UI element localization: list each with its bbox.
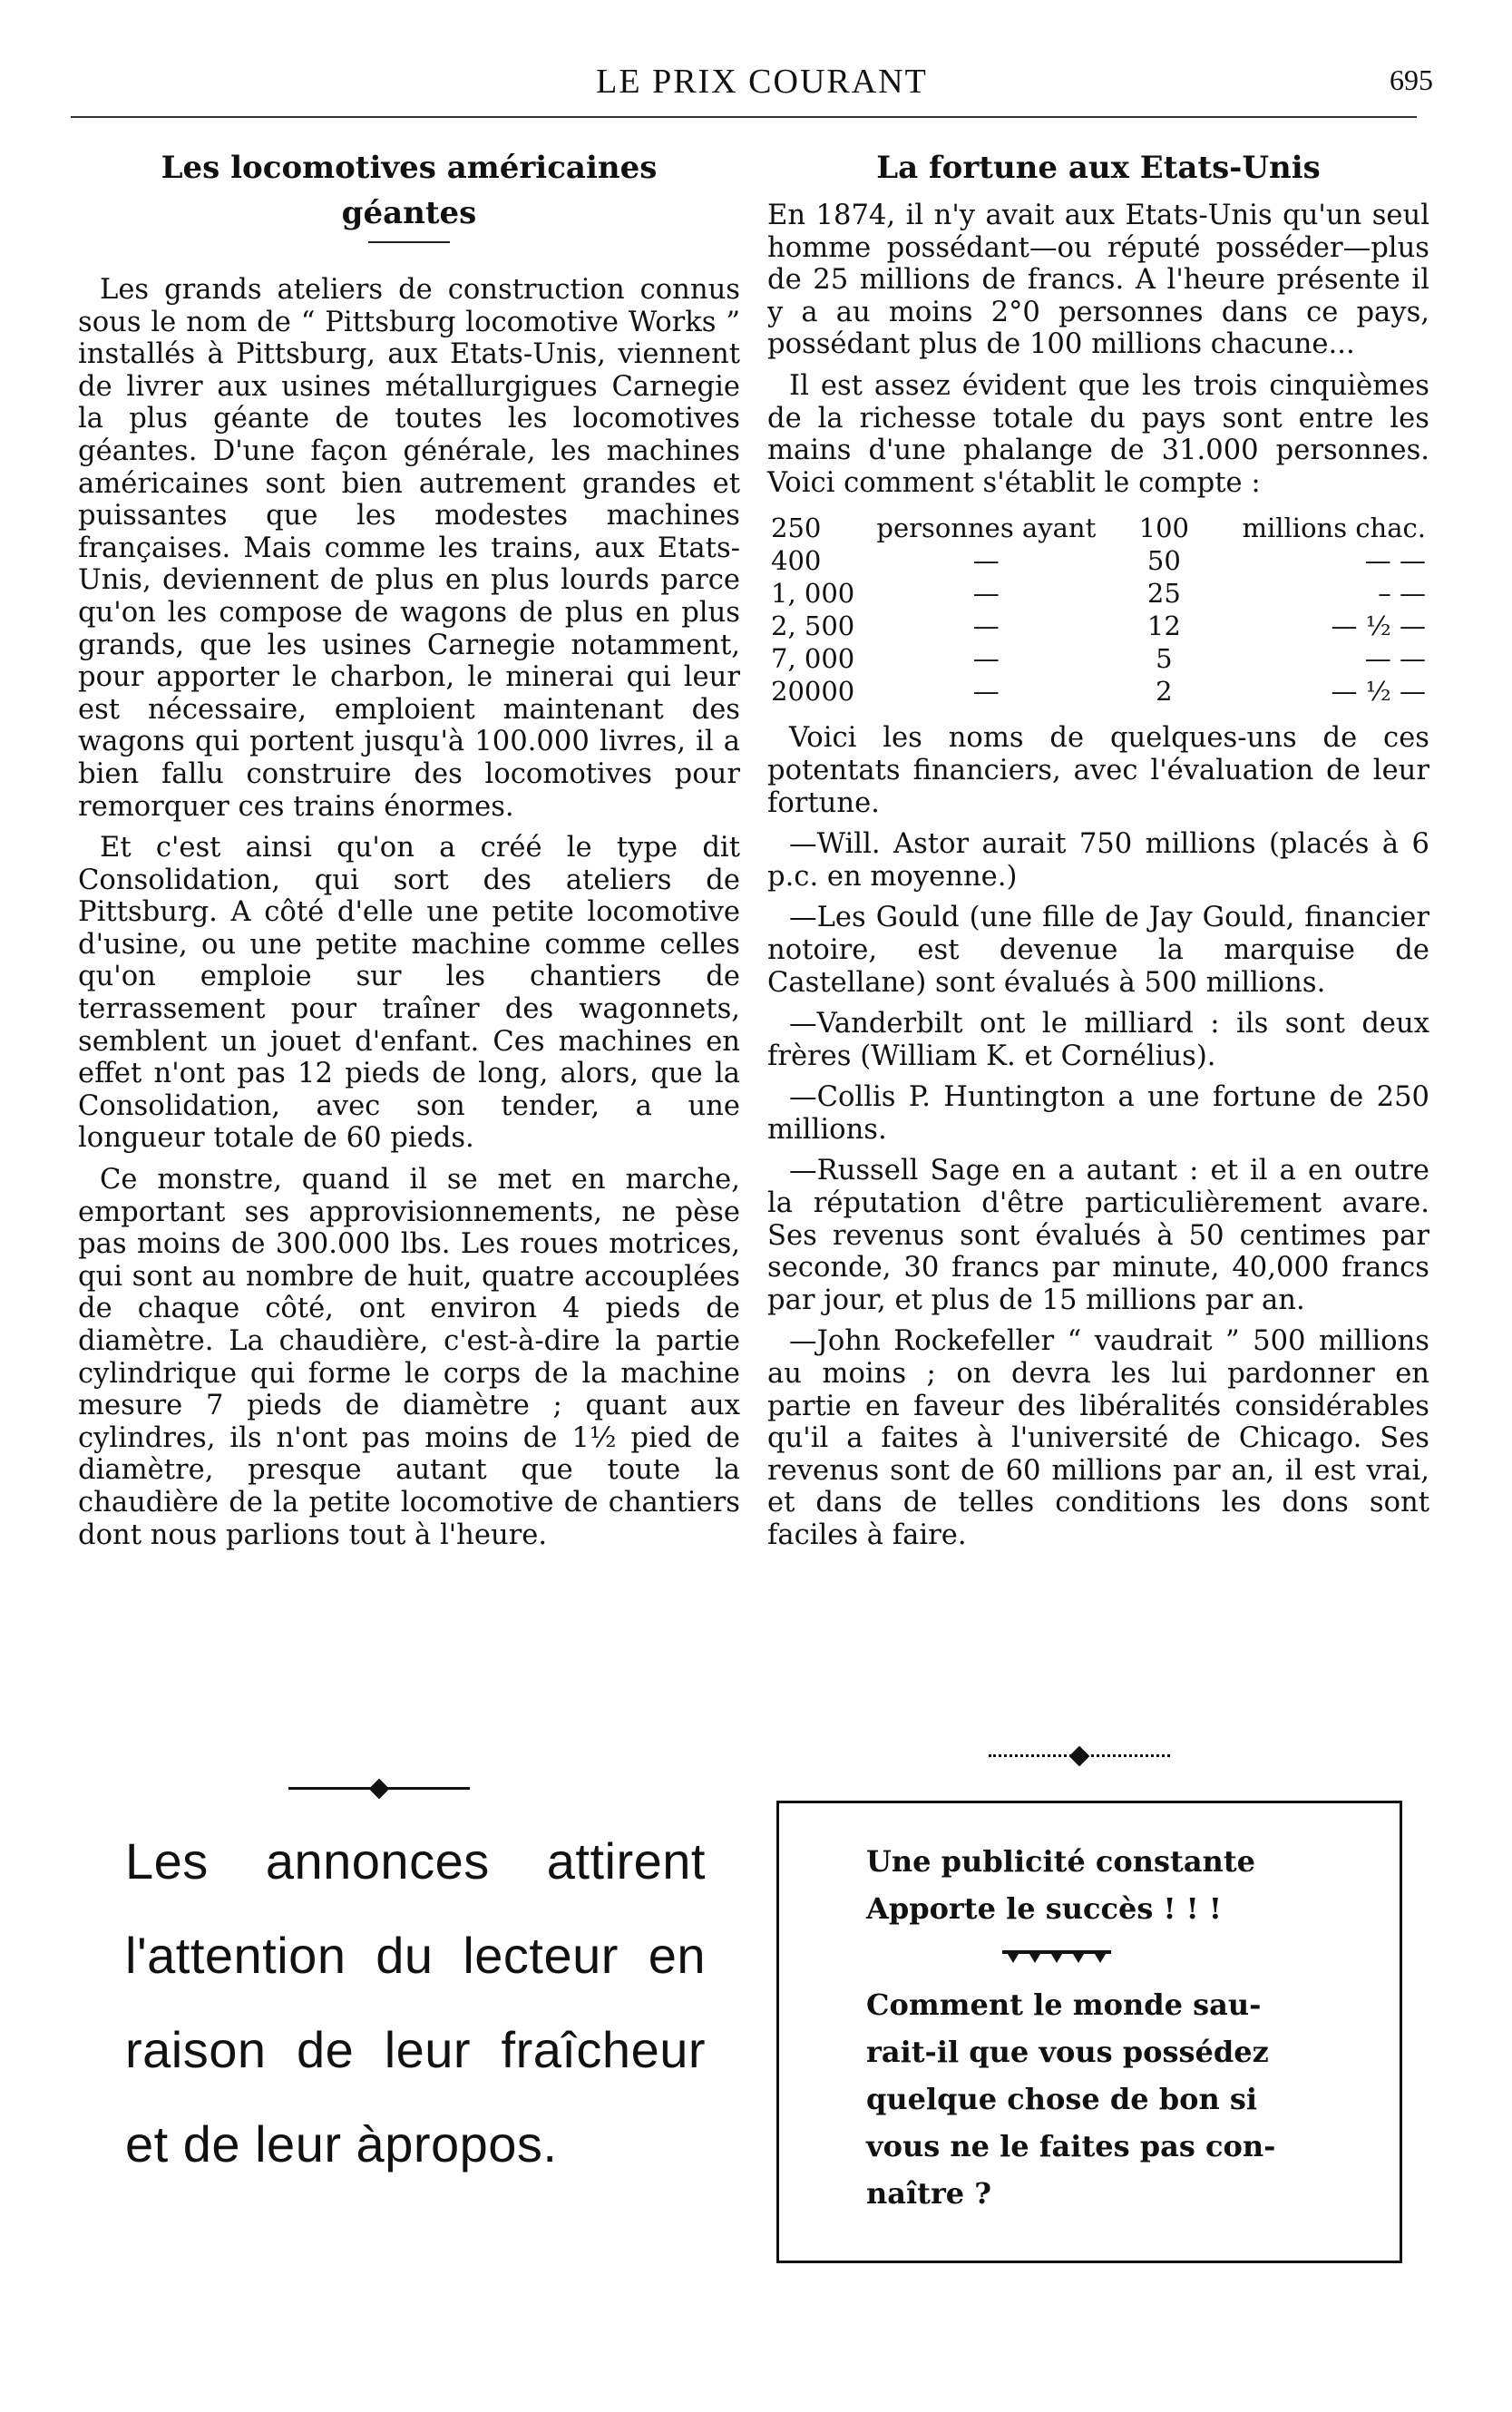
paragraph: —Will. Astor aurait 750 millions (placés à 6 p.c. en moyenne.) xyxy=(767,828,1429,893)
table-row xyxy=(767,675,1429,708)
table-cell: millions chac. xyxy=(1242,512,1426,543)
paragraph: En 1874, il n'y avait aux Etats-Unis qu'un seul homme possédant—ou réputé posséder—plus de 25 millions de francs. A l'heure présente il y a au moins 2°0 personnes dans ce pays, possédant plus de 100 millions chacune... xyxy=(767,200,1429,361)
advert-text-left: Les annonces attirent l'attention du lecteur en raison de leur fraîcheur et de leur àpropos. xyxy=(125,1832,706,2173)
table-row xyxy=(767,544,1429,577)
paragraph: —Collis P. Huntington a une fortune de 250 millions. xyxy=(767,1081,1429,1146)
article-title-locomotives xyxy=(78,145,740,236)
table-cell: 400 xyxy=(771,544,822,576)
paragraph: Voici les noms de quelques-uns de ces potentats financiers, avec l'évaluation de leur fortune. xyxy=(767,722,1429,819)
paragraph: —Les Gould (une fille de Jay Gould, financier notoire, est devenue la marquise de Castellane) sont évalués à 500 millions. xyxy=(767,902,1429,999)
paragraph: Il est assez évident que les trois cinquièmes de la richesse totale du pays sont entre les mains d'une phalange de 31.000 personnes. Voici comment s'établit le compte : xyxy=(767,369,1429,499)
right-column xyxy=(767,145,1429,1561)
advert-box xyxy=(776,1801,1402,2263)
table-cell: — xyxy=(972,610,1000,641)
page-header xyxy=(54,53,1469,107)
paragraph: —Vanderbilt ont le milliard : ils sont deux frères (William K. et Cornélius). xyxy=(767,1008,1429,1072)
header-rule xyxy=(71,116,1417,118)
table-cell: 7, 000 xyxy=(771,642,855,674)
table-cell: — xyxy=(972,675,1000,707)
table-cell: 2, 500 xyxy=(771,610,855,641)
advert-line: Comment le monde sau- xyxy=(866,1987,1262,2022)
diamond-ornament-icon xyxy=(369,1779,390,1800)
article-title-fortune: La fortune aux Etats-Unis xyxy=(876,150,1321,186)
table-cell: — xyxy=(972,544,1000,576)
table-cell: 100 xyxy=(1138,512,1189,543)
advert-line: vous ne le faites pas con- xyxy=(866,2129,1276,2163)
fortune-table xyxy=(767,512,1429,708)
section-divider-left xyxy=(288,1787,470,1790)
table-cell: personnes ayant xyxy=(876,512,1097,543)
table-cell: 250 xyxy=(771,512,822,543)
table-cell: 50 xyxy=(1146,544,1181,576)
table-cell: — xyxy=(972,577,1000,609)
table-cell: 25 xyxy=(1146,577,1181,609)
diamond-ornament-icon xyxy=(1069,1746,1090,1767)
paragraph: Les grands ateliers de construction connus sous le nom de “ Pittsburg locomotive Works ” installés à Pittsburg, aux Etats-Unis, viennent de livrer aux usines métallurgigues Carnegie la plus géante de toutes les locomotives géantes. D'une façon générale, les machines américaines sont bien autrement grandes et puissantes que les modestes machines françaises. Mais comme les trains, aux Etats-Unis, deviennent de plus en plus lourds parce qu'on les compose de wagons de plus en plus grands, que les usines Carnegie notamment, pour apporter le charbon, le minerai qui leur est nécessaire, emploient maintenant des wagons qui portent jusqu'à 100.000 livres, il a bien fallu construire des locomotives pour remorquer ces trains énormes. xyxy=(78,274,740,823)
table-cell: 12 xyxy=(1146,610,1181,641)
section-divider-right xyxy=(989,1754,1170,1757)
table-cell: 5 xyxy=(1156,642,1173,674)
running-title: LE PRIX COURANT xyxy=(596,63,928,101)
table-row xyxy=(767,610,1429,642)
table-row xyxy=(767,642,1429,675)
table-cell: — ½ — xyxy=(1331,610,1426,641)
table-cell: 1, 000 xyxy=(771,577,855,609)
advert-line: Apporte le succès ! ! ! xyxy=(866,1891,1222,1926)
advert-line: Une publicité constante xyxy=(866,1844,1255,1879)
paragraph: —Russell Sage en a autant : et il a en outre la réputation d'être particulièrement avare. Ses revenus sont évalués à 50 centimes par seconde, 30 francs par minute, 40,000 francs par jour, et plus de 15 millions par an. xyxy=(767,1155,1429,1316)
article-title-line1: Les locomotives américaines xyxy=(161,150,658,186)
paragraph: Ce monstre, quand il se met en marche, emportant ses approvisionnements, ne pèse pas moins de 300.000 lbs. Les roues motrices, qui sont au nombre de huit, quatre accouplées de chaque côté, ont environ 4 pieds de diamètre. La chaudière, c'est-à-dire la partie cylindrique qui forme le corps de la machine mesure 7 pieds de diamètre ; quant aux cylindres, ils n'ont pas moins de 1½ pied de diamètre, presque autant que toute la chaudière de la petite locomotive de chantiers dont nous parlions tout à l'heure. xyxy=(78,1164,740,1551)
table-cell: – — xyxy=(1378,577,1426,609)
advert-line: quelque chose de bon si xyxy=(866,2082,1258,2116)
advert-line: rait-il que vous possédez xyxy=(866,2035,1269,2069)
ornament-icon xyxy=(1002,1948,1111,1965)
table-row xyxy=(767,512,1429,544)
title-rule xyxy=(368,241,450,243)
table-cell: — xyxy=(972,642,1000,674)
table-cell: — — xyxy=(1364,544,1426,576)
table-row xyxy=(767,577,1429,610)
article-title-line2: géantes xyxy=(341,195,477,231)
paragraph: Et c'est ainsi qu'on a créé le type dit Consolidation, qui sort des ateliers de Pittsburg. A côté d'elle une petite locomotive d'usine, ou une petite machine comme celles qu'on emploie sur les chantiers de terrassement pour traîner des wagonnets, semblent un jouet d'enfant. Ces machines en effet n'ont pas 12 pieds de long, alors, que la Consolidation, avec son tender, a une longueur totale de 60 pieds. xyxy=(78,832,740,1155)
table-cell: — — xyxy=(1364,642,1426,674)
advert-line: naître ? xyxy=(866,2176,992,2211)
paragraph: —John Rockefeller “ vaudrait ” 500 millions au moins ; on devra les lui pardonner en partie en faveur des libéralités considérables qu'il a faites à l'université de Chicago. Ses revenus sont de 60 millions par an, il est vrai, et dans de telles conditions les dons sont faciles à faire. xyxy=(767,1325,1429,1551)
left-column xyxy=(78,145,740,1560)
table-cell: 2 xyxy=(1156,675,1173,707)
page-number: 695 xyxy=(1390,63,1433,96)
table-cell: — ½ — xyxy=(1331,675,1426,707)
table-cell: 20000 xyxy=(771,675,855,707)
